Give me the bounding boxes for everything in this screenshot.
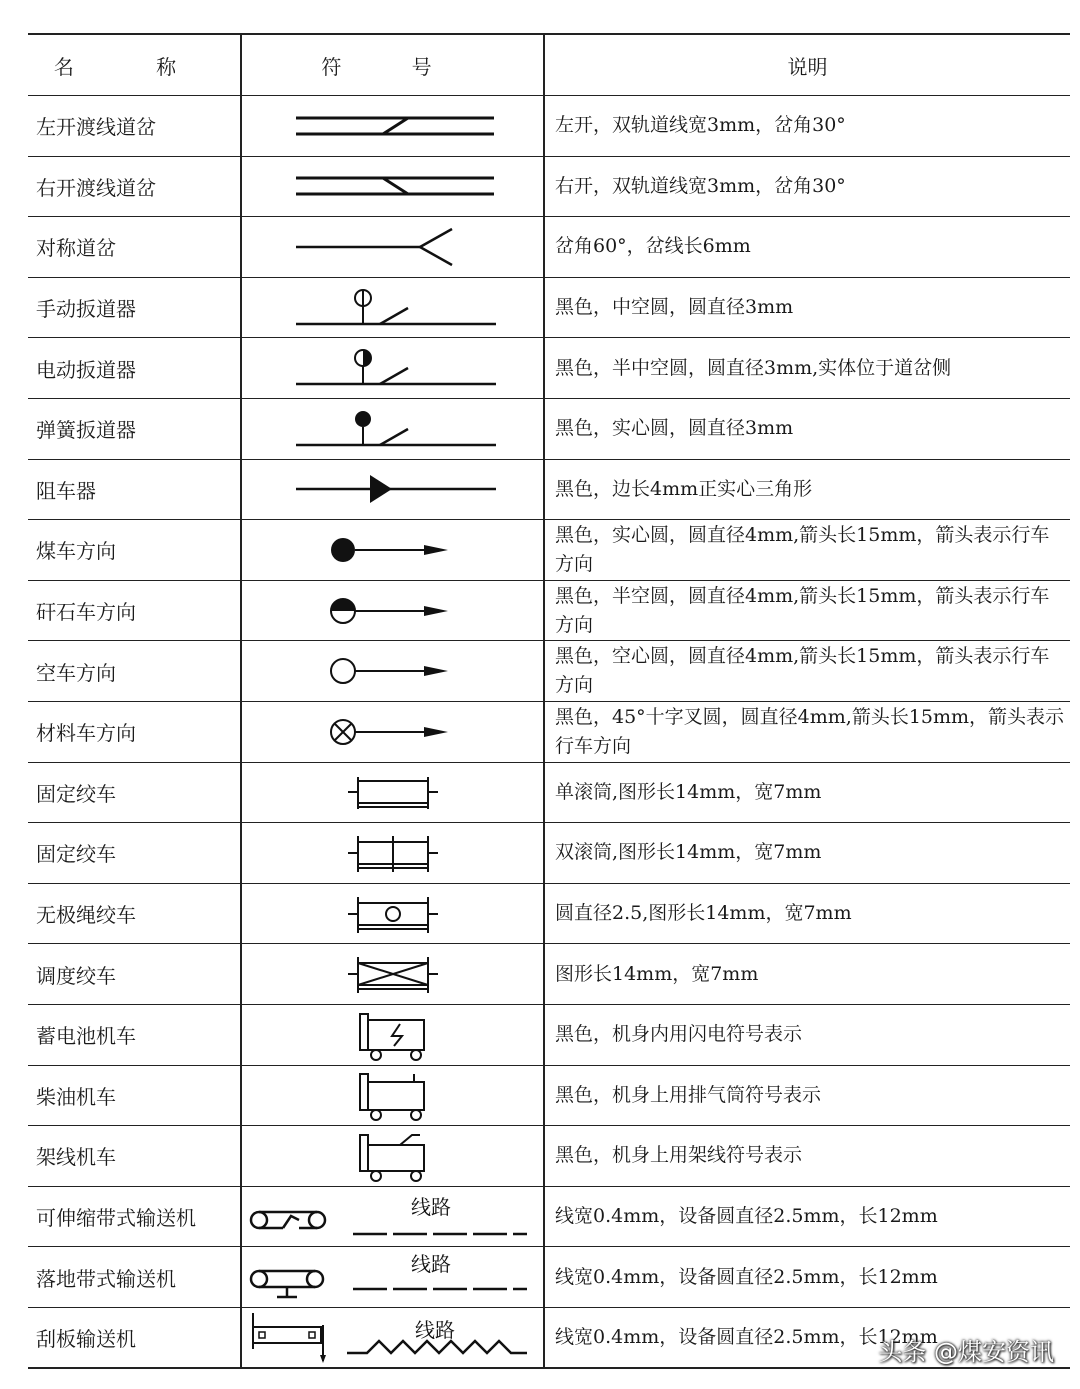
row-description: 线宽0.4mm，设备圆直径2.5mm，长12mm bbox=[544, 1186, 1070, 1247]
row-description: 黑色，中空圆，圆直径3mm bbox=[544, 277, 1070, 338]
table-row bbox=[28, 338, 1070, 399]
table-row bbox=[28, 96, 1070, 157]
table-row bbox=[28, 1065, 1070, 1126]
table-row bbox=[28, 277, 1070, 338]
row-description: 线宽0.4mm，设备圆直径2.5mm，长12mm bbox=[544, 1247, 1070, 1308]
row-name: 弹簧扳道器 bbox=[28, 398, 241, 459]
fixed-winch-single-drum-icon bbox=[288, 767, 498, 817]
header-name: 名 称 bbox=[28, 34, 241, 96]
row-description: 线宽0.4mm，设备圆直径2.5mm，长12mm bbox=[544, 1307, 1070, 1368]
scraper-conveyor-icon bbox=[243, 1309, 543, 1365]
header-description: 说明 bbox=[544, 34, 1070, 96]
row-description: 圆直径2.5,图形长14mm，宽7mm bbox=[544, 883, 1070, 944]
table-row bbox=[28, 398, 1070, 459]
table-row bbox=[28, 1004, 1070, 1065]
row-name: 可伸缩带式输送机 bbox=[28, 1186, 241, 1247]
empty-car-direction-icon bbox=[288, 651, 498, 691]
row-description: 双滚筒,图形长14mm，宽7mm bbox=[544, 823, 1070, 884]
row-description: 黑色，半空圆，圆直径4mm,箭头长15mm，箭头表示行车方向 bbox=[544, 580, 1070, 641]
row-name: 材料车方向 bbox=[28, 701, 241, 762]
table-row bbox=[28, 520, 1070, 581]
electric-switch-operator-icon bbox=[288, 346, 498, 390]
coal-car-direction-icon bbox=[288, 530, 498, 570]
table-row bbox=[28, 641, 1070, 702]
row-name: 右开渡线道岔 bbox=[28, 156, 241, 217]
row-description: 黑色，45°十字叉圆，圆直径4mm,箭头长15mm，箭头表示行车方向 bbox=[544, 701, 1070, 762]
table-row bbox=[28, 1126, 1070, 1187]
row-name: 蓄电池机车 bbox=[28, 1004, 241, 1065]
route-label: 线路 bbox=[410, 1195, 451, 1220]
row-description: 单滚筒,图形长14mm，宽7mm bbox=[544, 762, 1070, 823]
row-name: 手动扳道器 bbox=[28, 277, 241, 338]
row-description: 右开，双轨道线宽3mm，岔角30° bbox=[544, 156, 1070, 217]
table-row bbox=[28, 580, 1070, 641]
table-row bbox=[28, 762, 1070, 823]
symmetric-switch-icon bbox=[288, 225, 498, 269]
diesel-locomotive-icon bbox=[288, 1068, 498, 1122]
row-name: 柴油机车 bbox=[28, 1065, 241, 1126]
watermark: 头条 @煤安资讯 bbox=[878, 1338, 1054, 1366]
table-row bbox=[28, 1186, 1070, 1247]
row-description: 黑色，实心圆，圆直径3mm bbox=[544, 398, 1070, 459]
row-description: 黑色，机身内用闪电符号表示 bbox=[544, 1004, 1070, 1065]
table-row bbox=[28, 883, 1070, 944]
endless-rope-winch-icon bbox=[288, 889, 498, 939]
telescopic-belt-conveyor-icon bbox=[243, 1190, 543, 1242]
gangue-car-direction-icon bbox=[288, 591, 498, 631]
table-row bbox=[28, 701, 1070, 762]
row-name: 矸石车方向 bbox=[28, 580, 241, 641]
row-name: 调度绞车 bbox=[28, 944, 241, 1005]
row-name: 阻车器 bbox=[28, 459, 241, 520]
table-row bbox=[28, 823, 1070, 884]
row-name: 左开渡线道岔 bbox=[28, 96, 241, 157]
symbol-legend-table bbox=[28, 33, 1070, 1369]
row-description: 黑色，机身上用排气筒符号表示 bbox=[544, 1065, 1070, 1126]
row-description: 黑色，边长4mm正实心三角形 bbox=[544, 459, 1070, 520]
row-name: 固定绞车 bbox=[28, 823, 241, 884]
row-name: 刮板输送机 bbox=[28, 1307, 241, 1368]
table-row bbox=[28, 944, 1070, 1005]
dispatch-winch-icon bbox=[288, 949, 498, 999]
table-row bbox=[28, 1247, 1070, 1308]
row-name: 对称道岔 bbox=[28, 217, 241, 278]
table-row bbox=[28, 459, 1070, 520]
car-stopper-icon bbox=[288, 469, 498, 509]
battery-locomotive-icon bbox=[288, 1008, 498, 1062]
row-description: 黑色，实心圆，圆直径4mm,箭头长15mm，箭头表示行车方向 bbox=[544, 520, 1070, 581]
table-row bbox=[28, 217, 1070, 278]
row-name: 固定绞车 bbox=[28, 762, 241, 823]
row-description: 岔角60°，岔线长6mm bbox=[544, 217, 1070, 278]
row-name: 电动扳道器 bbox=[28, 338, 241, 399]
floor-belt-conveyor-icon bbox=[243, 1251, 543, 1303]
right-crossover-switch-icon bbox=[288, 166, 498, 206]
row-description: 图形长14mm，宽7mm bbox=[544, 944, 1070, 1005]
row-name: 煤车方向 bbox=[28, 520, 241, 581]
left-crossover-switch-icon bbox=[288, 106, 498, 146]
row-name: 无极绳绞车 bbox=[28, 883, 241, 944]
route-label: 线路 bbox=[410, 1252, 451, 1277]
material-car-direction-icon bbox=[288, 712, 498, 752]
row-description: 黑色，空心圆，圆直径4mm,箭头长15mm，箭头表示行车方向 bbox=[544, 641, 1070, 702]
row-name: 空车方向 bbox=[28, 641, 241, 702]
trolley-locomotive-icon bbox=[288, 1129, 498, 1183]
row-description: 左开，双轨道线宽3mm，岔角30° bbox=[544, 96, 1070, 157]
fixed-winch-double-drum-icon bbox=[288, 828, 498, 878]
row-description: 黑色，机身上用架线符号表示 bbox=[544, 1126, 1070, 1187]
route-label: 线路 bbox=[414, 1318, 455, 1343]
header-symbol: 符 号 bbox=[241, 34, 544, 96]
row-name: 落地带式输送机 bbox=[28, 1247, 241, 1308]
manual-switch-operator-icon bbox=[288, 286, 498, 330]
row-name: 架线机车 bbox=[28, 1126, 241, 1187]
spring-switch-operator-icon bbox=[288, 407, 498, 451]
row-description: 黑色，半中空圆，圆直径3mm,实体位于道岔侧 bbox=[544, 338, 1070, 399]
table-row bbox=[28, 156, 1070, 217]
header-row bbox=[28, 34, 1070, 96]
